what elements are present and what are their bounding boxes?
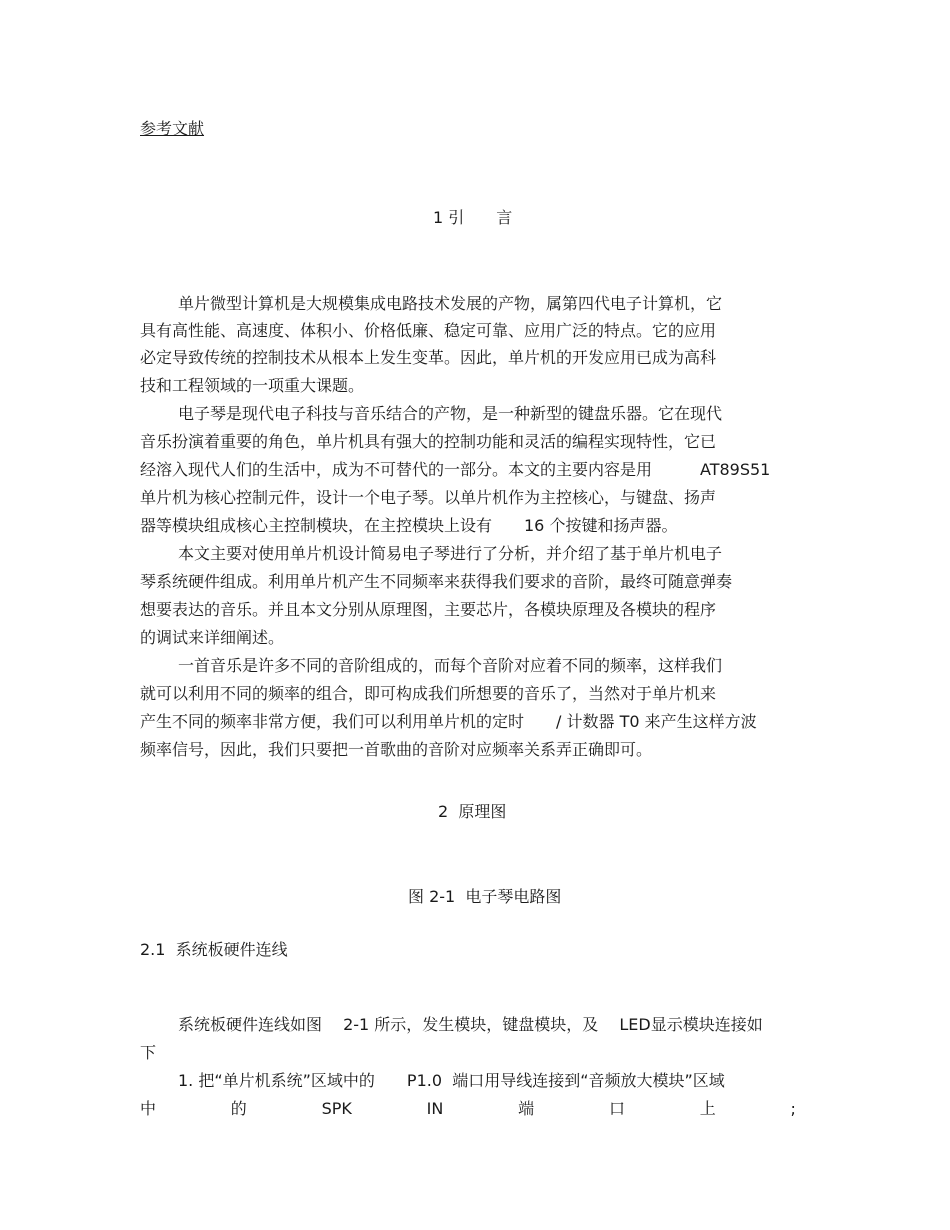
references-link[interactable]: 参考文献 xyxy=(140,119,205,138)
paragraph-line: 经溶入现代人们的生活中，成为不可替代的一部分。本文的主要内容是用 AT89S51 xyxy=(140,460,771,479)
paragraph-line: 想要表达的音乐。并且本文分别从原理图，主要芯片，各模块原理及各模块的程序 xyxy=(140,600,717,619)
subsection-heading: 2.1 系统板硬件连线 xyxy=(140,940,288,959)
word: SPK xyxy=(321,1099,352,1118)
word: IN xyxy=(426,1099,444,1118)
paragraph-line: 下 xyxy=(140,1043,157,1062)
paragraph-line: 就可以利用不同的频率的组合，即可构成我们所想要的音乐了，当然对于单片机来 xyxy=(140,684,717,703)
paragraph-line: 一首音乐是许多不同的音阶组成的，而每个音阶对应着不同的频率，这样我们 xyxy=(178,656,723,675)
word: ; xyxy=(790,1099,796,1118)
section-1-heading: 1 引 言 xyxy=(433,208,513,227)
paragraph-line: 的调试来详细阐述。 xyxy=(140,628,285,647)
paragraph-line: 琴系统硬件组成。利用单片机产生不同频率来获得我们要求的音阶，最终可随意弹奏 xyxy=(140,572,733,591)
list-item-continuation xyxy=(140,1099,796,1119)
paragraph-line: 具有高性能、高速度、体积小、价格低廉、稳定可靠、应用广泛的特点。它的应用 xyxy=(140,321,717,340)
paragraph-line: 电子琴是现代电子科技与音乐结合的产物，是一种新型的键盘乐器。它在现代 xyxy=(178,404,723,423)
word: 端 xyxy=(518,1099,535,1118)
paragraph-line: 系统板硬件连线如图 2-1 所示，发生模块，键盘模块，及 LED显示模块连接如 xyxy=(178,1015,763,1034)
section-2-heading: 2 原理图 xyxy=(438,802,507,821)
paragraph-line: 必定导致传统的控制技术从根本上发生变革。因此，单片机的开发应用已成为高科 xyxy=(140,348,717,367)
paragraph-line: 器等模块组成核心主控制模块，在主控模块上设有 16 个按键和扬声器。 xyxy=(140,516,678,535)
paragraph-line: 单片微型计算机是大规模集成电路技术发展的产物，属第四代电子计算机，它 xyxy=(178,294,723,313)
list-item: 1. 把“单片机系统”区域中的 P1.0 端口用导线连接到“音频放大模块”区域 xyxy=(178,1071,725,1090)
word: 口 xyxy=(608,1099,625,1118)
word: 中 xyxy=(140,1099,157,1118)
paragraph-line: 本文主要对使用单片机设计简易电子琴进行了分析，并介绍了基于单片机电子 xyxy=(178,544,723,563)
figure-caption: 图 2-1 电子琴电路图 xyxy=(408,887,562,906)
paragraph-line: 单片机为核心控制元件，设计一个电子琴。以单片机作为主控核心，与键盘、扬声 xyxy=(140,488,717,507)
word: 的 xyxy=(230,1099,247,1118)
word: 上 xyxy=(699,1099,716,1118)
paragraph-line: 频率信号，因此，我们只要把一首歌曲的音阶对应频率关系弄正确即可。 xyxy=(140,740,653,759)
paragraph-line: 产生不同的频率非常方便，我们可以利用单片机的定时 / 计数器 T0 来产生这样方波 xyxy=(140,712,757,731)
paragraph-line: 音乐扮演着重要的角色，单片机具有强大的控制功能和灵活的编程实现特性，它已 xyxy=(140,432,717,451)
paragraph-line: 技和工程领域的一项重大课题。 xyxy=(140,376,365,395)
